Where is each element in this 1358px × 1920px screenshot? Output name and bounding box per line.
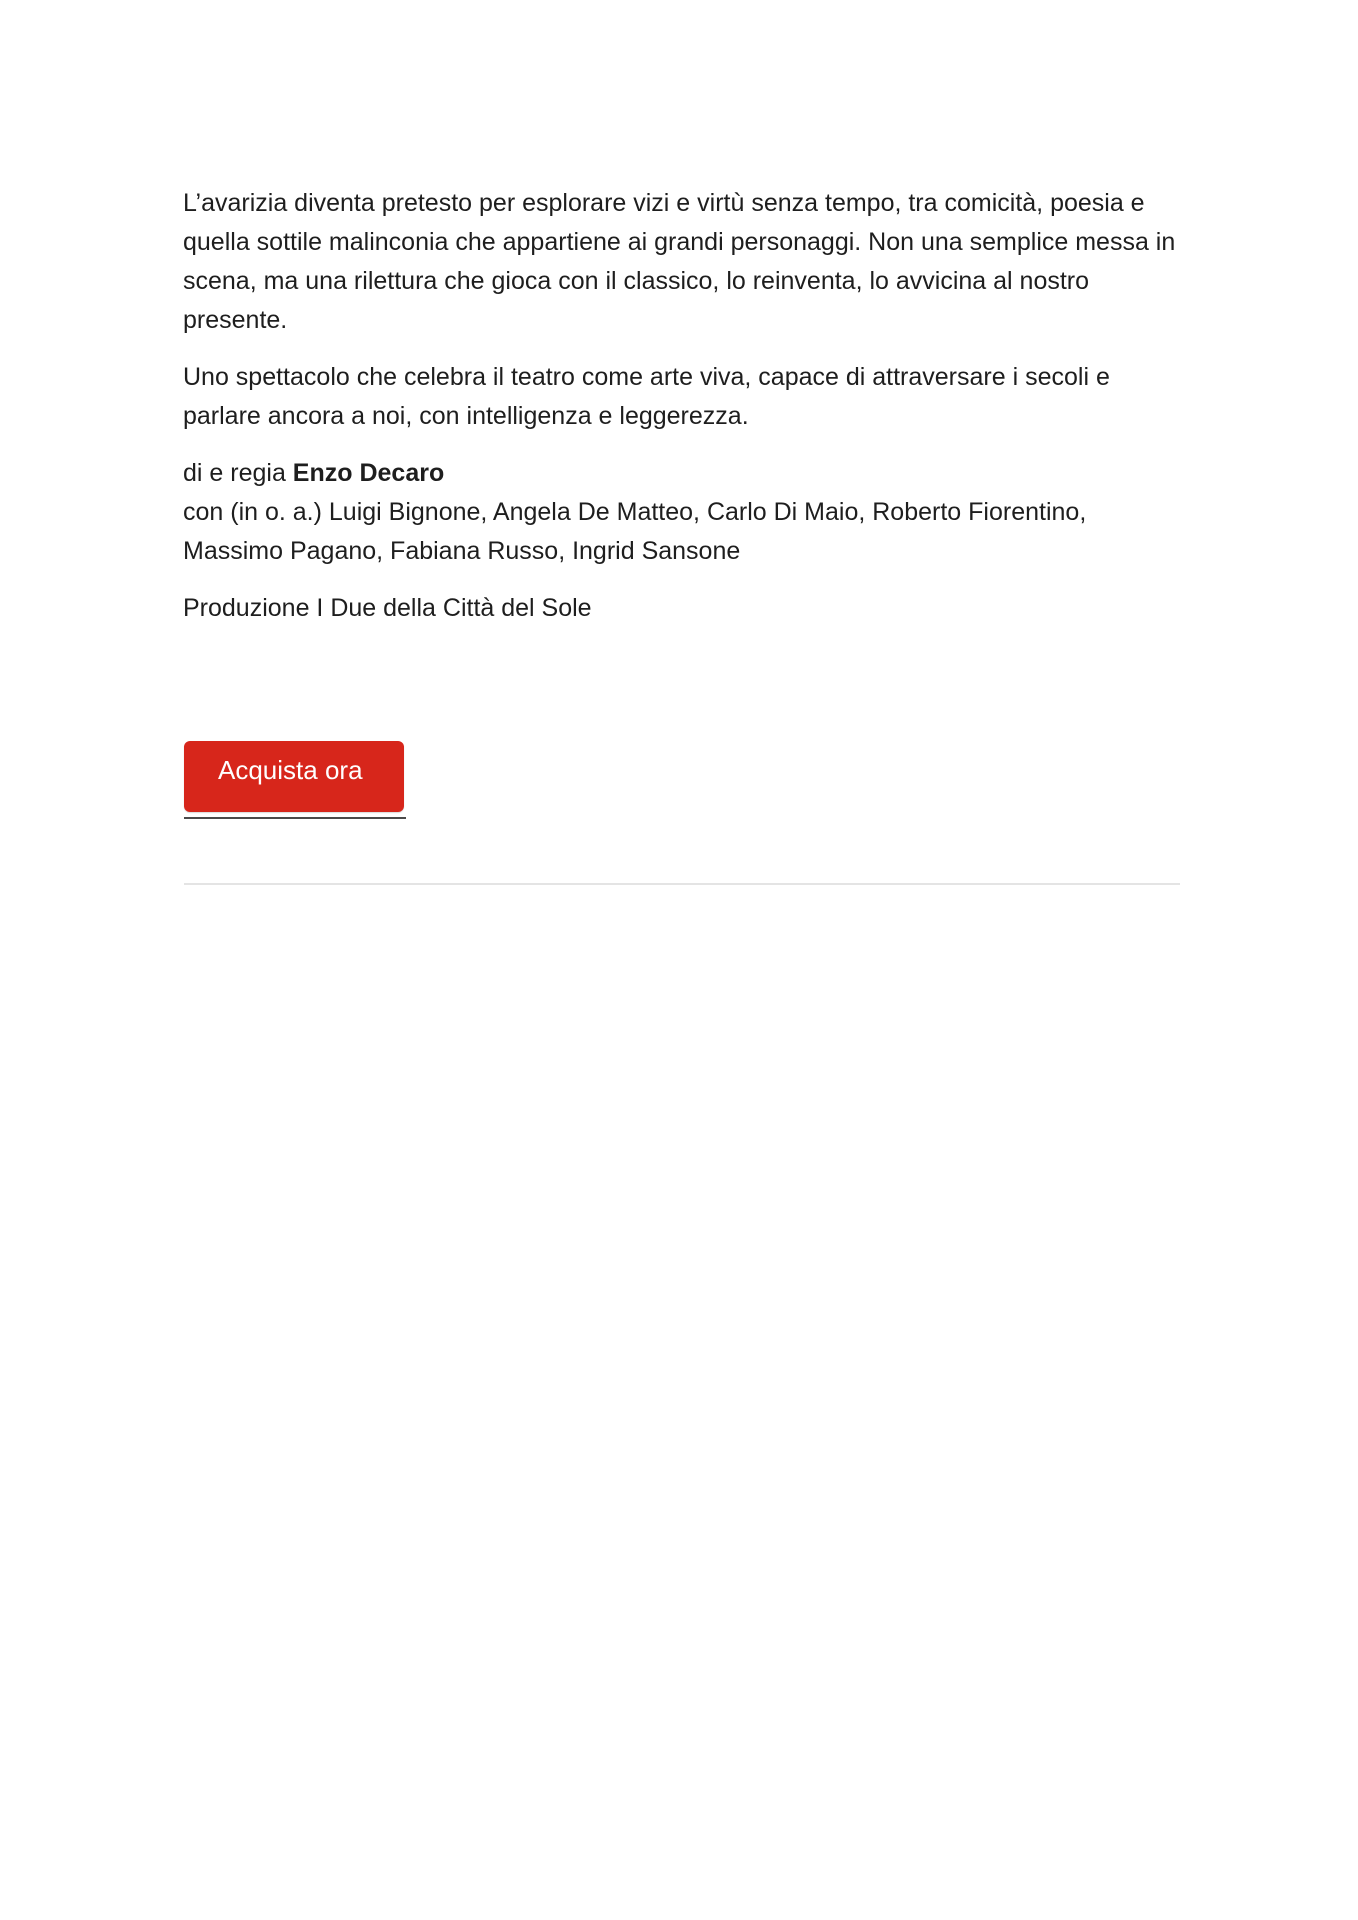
- credits-block: [183, 454, 1183, 571]
- description-paragraph-2: Uno spettacolo che celebra il teatro come arte viva, capace di attraversare i secoli e parlare ancora a noi, con intelligenza e leggerezza.: [183, 363, 1110, 430]
- cast-line: con (in o. a.) Luigi Bignone, Angela De Matteo, Carlo Di Maio, Roberto Fiorentino, Massimo Pagano, Fabiana Russo, Ingrid Sansone: [183, 498, 1087, 565]
- production-line: Produzione I Due della Città del Sole: [183, 594, 592, 622]
- director-line: [183, 454, 1183, 493]
- buy-now-button[interactable]: Acquista ora: [184, 741, 404, 812]
- section-divider: [184, 883, 1180, 885]
- director-name: Enzo Decaro: [292, 459, 445, 487]
- director-prefix: di e regia: [183, 459, 293, 487]
- buy-button-container: [184, 741, 406, 812]
- description-paragraph-1: L’avarizia diventa pretesto per esplorare vizi e virtù senza tempo, tra comicità, poesia e quella sottile malinconia che appartiene ai grandi personaggi. Non una semplice messa in scena, ma una rilettura che gioca con il classico, lo reinventa, lo avvicina al nostro presente.: [183, 189, 1176, 334]
- button-underline: [184, 817, 406, 819]
- event-description: [183, 184, 1183, 646]
